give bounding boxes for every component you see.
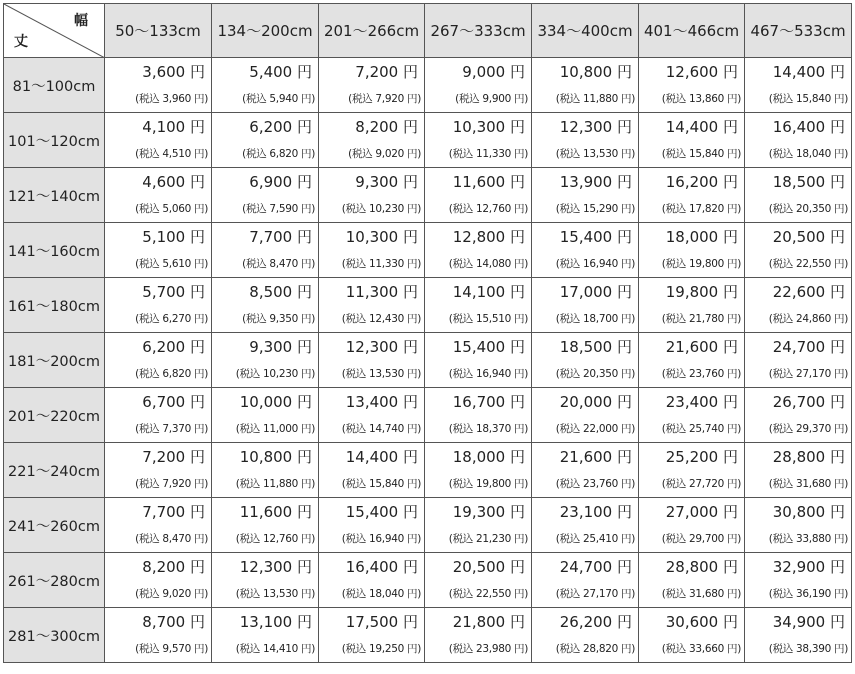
price-value: 18,500 円 [772,173,845,191]
price-value: 27,000 円 [665,503,738,521]
table-row [4,223,852,278]
price-value: 24,700 円 [559,558,632,576]
price-value: 14,400 円 [665,118,738,136]
price-value: 10,800 円 [559,63,632,81]
price-value: 12,300 円 [345,338,418,356]
price-tax-included: (税込 27,170 円) [768,368,848,380]
price-value: 18,000 円 [665,228,738,246]
price-value: 12,300 円 [559,118,632,136]
price-cell [639,223,745,278]
price-value: 10,000 円 [239,393,312,411]
table-row [4,333,852,388]
price-value: 30,800 円 [772,503,845,521]
price-value: 17,000 円 [559,283,632,301]
price-value: 11,600 円 [452,173,525,191]
price-cell [745,58,852,113]
price-value: 8,500 円 [249,283,312,301]
column-header: 134～200cm [212,4,319,58]
price-value: 17,500 円 [345,613,418,631]
price-tax-included: (税込 8,470 円) [242,258,315,270]
column-header: 334～400cm [532,4,639,58]
price-cell [745,608,852,663]
price-value: 3,600 円 [142,63,205,81]
price-value: 23,100 円 [559,503,632,521]
price-tax-included: (税込 11,880 円) [235,478,315,490]
price-tax-included: (税込 13,530 円) [555,148,635,160]
price-cell [212,498,319,553]
row-header: 261～280cm [4,553,105,608]
price-tax-included: (税込 36,190 円) [768,588,848,600]
row-header: 241～260cm [4,498,105,553]
price-table [3,3,852,663]
price-value: 7,200 円 [355,63,418,81]
price-cell [532,278,639,333]
price-cell [425,278,532,333]
price-tax-included: (税込 27,170 円) [555,588,635,600]
price-cell [212,333,319,388]
price-tax-included: (税込 19,800 円) [661,258,741,270]
price-tax-included: (税込 27,720 円) [661,478,741,490]
price-cell [639,278,745,333]
price-tax-included: (税込 25,410 円) [555,533,635,545]
price-value: 15,400 円 [559,228,632,246]
price-value: 19,800 円 [665,283,738,301]
price-cell [532,168,639,223]
price-value: 6,700 円 [142,393,205,411]
price-cell [105,113,212,168]
price-cell [212,168,319,223]
price-cell [532,553,639,608]
price-tax-included: (税込 7,370 円) [135,423,208,435]
price-cell [745,113,852,168]
price-cell [212,58,319,113]
price-tax-included: (税込 23,760 円) [555,478,635,490]
price-value: 6,900 円 [249,173,312,191]
price-tax-included: (税込 33,660 円) [661,643,741,655]
price-value: 21,800 円 [452,613,525,631]
row-header: 221～240cm [4,443,105,498]
price-tax-included: (税込 31,680 円) [661,588,741,600]
price-value: 10,300 円 [452,118,525,136]
price-value: 5,100 円 [142,228,205,246]
price-tax-included: (税込 33,880 円) [768,533,848,545]
price-value: 15,400 円 [452,338,525,356]
price-tax-included: (税込 10,230 円) [341,203,421,215]
price-cell [639,553,745,608]
price-value: 20,500 円 [452,558,525,576]
price-tax-included: (税込 24,860 円) [768,313,848,325]
price-value: 14,400 円 [772,63,845,81]
price-tax-included: (税込 15,510 円) [448,313,528,325]
price-value: 18,000 円 [452,448,525,466]
price-value: 12,800 円 [452,228,525,246]
price-cell [639,333,745,388]
price-tax-included: (税込 5,610 円) [135,258,208,270]
price-tax-included: (税込 15,840 円) [341,478,421,490]
price-value: 24,700 円 [772,338,845,356]
price-value: 26,700 円 [772,393,845,411]
price-value: 32,900 円 [772,558,845,576]
price-value: 16,400 円 [345,558,418,576]
price-cell [212,608,319,663]
price-cell [425,443,532,498]
price-tax-included: (税込 9,570 円) [135,643,208,655]
price-tax-included: (税込 6,820 円) [135,368,208,380]
price-tax-included: (税込 15,840 円) [768,93,848,105]
price-tax-included: (税込 15,290 円) [555,203,635,215]
price-tax-included: (税込 4,510 円) [135,148,208,160]
price-cell [745,553,852,608]
price-value: 5,400 円 [249,63,312,81]
row-header: 101～120cm [4,113,105,168]
price-cell [212,223,319,278]
price-cell [532,608,639,663]
price-cell [639,113,745,168]
price-cell [532,388,639,443]
column-header: 467～533cm [745,4,852,58]
price-cell [745,443,852,498]
price-tax-included: (税込 20,350 円) [768,203,848,215]
price-value: 30,600 円 [665,613,738,631]
price-cell [639,58,745,113]
column-header: 401～466cm [639,4,745,58]
price-value: 7,700 円 [142,503,205,521]
price-tax-included: (税込 5,060 円) [135,203,208,215]
price-tax-included: (税込 11,000 円) [235,423,315,435]
price-value: 14,400 円 [345,448,418,466]
price-tax-included: (税込 13,860 円) [661,93,741,105]
price-tax-included: (税込 31,680 円) [768,478,848,490]
price-value: 6,200 円 [249,118,312,136]
price-cell [639,388,745,443]
row-header: 141～160cm [4,223,105,278]
price-cell [105,168,212,223]
price-cell [319,553,425,608]
price-value: 13,100 円 [239,613,312,631]
price-cell [532,58,639,113]
price-tax-included: (税込 18,040 円) [768,148,848,160]
table-row [4,608,852,663]
header-row [4,4,852,58]
price-cell [105,553,212,608]
price-value: 10,300 円 [345,228,418,246]
table-row [4,278,852,333]
price-value: 5,700 円 [142,283,205,301]
row-header: 81～100cm [4,58,105,113]
table-row [4,498,852,553]
row-header: 281～300cm [4,608,105,663]
price-tax-included: (税込 16,940 円) [555,258,635,270]
width-axis-label: 幅 [74,13,88,29]
row-header: 201～220cm [4,388,105,443]
price-tax-included: (税込 22,550 円) [448,588,528,600]
price-tax-included: (税込 29,700 円) [661,533,741,545]
price-cell [425,113,532,168]
price-value: 11,300 円 [345,283,418,301]
price-value: 26,200 円 [559,613,632,631]
price-value: 18,500 円 [559,338,632,356]
price-cell [639,608,745,663]
price-cell [425,333,532,388]
price-tax-included: (税込 14,740 円) [341,423,421,435]
table-row [4,113,852,168]
price-tax-included: (税込 15,840 円) [661,148,741,160]
price-tax-included: (税込 11,880 円) [555,93,635,105]
price-value: 20,000 円 [559,393,632,411]
price-value: 28,800 円 [665,558,738,576]
price-tax-included: (税込 20,350 円) [555,368,635,380]
price-value: 15,400 円 [345,503,418,521]
price-cell [425,388,532,443]
price-tax-included: (税込 18,700 円) [555,313,635,325]
price-value: 25,200 円 [665,448,738,466]
price-tax-included: (税込 13,530 円) [341,368,421,380]
price-tax-included: (税込 7,590 円) [242,203,315,215]
price-tax-included: (税込 23,760 円) [661,368,741,380]
price-cell [639,498,745,553]
price-tax-included: (税込 22,550 円) [768,258,848,270]
price-cell [425,223,532,278]
row-header: 181～200cm [4,333,105,388]
price-cell [319,333,425,388]
price-cell [745,498,852,553]
price-tax-included: (税込 14,410 円) [235,643,315,655]
price-cell [745,223,852,278]
price-cell [532,443,639,498]
price-cell [105,388,212,443]
price-cell [319,113,425,168]
price-tax-included: (税込 11,330 円) [341,258,421,270]
price-value: 13,400 円 [345,393,418,411]
price-value: 9,000 円 [462,63,525,81]
price-value: 12,300 円 [239,558,312,576]
price-cell [532,223,639,278]
price-value: 13,900 円 [559,173,632,191]
price-tax-included: (税込 9,900 円) [455,93,528,105]
price-tax-included: (税込 38,390 円) [768,643,848,655]
table-row [4,168,852,223]
price-cell [105,223,212,278]
price-cell [212,388,319,443]
price-value: 8,700 円 [142,613,205,631]
price-value: 8,200 円 [355,118,418,136]
height-axis-label: 丈 [14,34,28,50]
price-value: 7,200 円 [142,448,205,466]
price-cell [532,498,639,553]
price-cell [319,223,425,278]
price-cell [105,58,212,113]
price-cell [105,498,212,553]
price-cell [105,608,212,663]
price-cell [425,608,532,663]
price-value: 16,400 円 [772,118,845,136]
price-tax-included: (税込 5,940 円) [242,93,315,105]
price-tax-included: (税込 7,920 円) [348,93,421,105]
table-row [4,553,852,608]
price-tax-included: (税込 18,040 円) [341,588,421,600]
price-cell [319,498,425,553]
price-value: 7,700 円 [249,228,312,246]
price-cell [745,388,852,443]
price-tax-included: (税込 25,740 円) [661,423,741,435]
price-cell [425,58,532,113]
price-value: 28,800 円 [772,448,845,466]
table-row [4,58,852,113]
price-cell [212,553,319,608]
price-tax-included: (税込 19,250 円) [341,643,421,655]
price-value: 23,400 円 [665,393,738,411]
price-tax-included: (税込 14,080 円) [448,258,528,270]
price-value: 14,100 円 [452,283,525,301]
table-body [4,58,852,663]
price-value: 4,600 円 [142,173,205,191]
price-tax-included: (税込 7,920 円) [135,478,208,490]
price-cell [745,333,852,388]
price-tax-included: (税込 23,980 円) [448,643,528,655]
price-cell [532,113,639,168]
price-cell [105,333,212,388]
price-value: 19,300 円 [452,503,525,521]
price-cell [212,113,319,168]
price-tax-included: (税込 18,370 円) [448,423,528,435]
price-cell [745,168,852,223]
price-tax-included: (税込 17,820 円) [661,203,741,215]
price-tax-included: (税込 3,960 円) [135,93,208,105]
column-header: 50～133cm [105,4,212,58]
price-tax-included: (税込 6,270 円) [135,313,208,325]
price-tax-included: (税込 10,230 円) [235,368,315,380]
price-cell [319,168,425,223]
price-cell [319,278,425,333]
price-value: 8,200 円 [142,558,205,576]
row-header: 121～140cm [4,168,105,223]
price-tax-included: (税込 9,350 円) [242,313,315,325]
price-tax-included: (税込 9,020 円) [348,148,421,160]
price-value: 9,300 円 [249,338,312,356]
price-cell [319,608,425,663]
price-cell [425,498,532,553]
price-tax-included: (税込 16,940 円) [341,533,421,545]
table-row [4,443,852,498]
price-value: 12,600 円 [665,63,738,81]
price-value: 20,500 円 [772,228,845,246]
column-header: 201～266cm [319,4,425,58]
price-tax-included: (税込 12,430 円) [341,313,421,325]
price-cell [212,443,319,498]
price-tax-included: (税込 13,530 円) [235,588,315,600]
price-cell [319,388,425,443]
price-cell [532,333,639,388]
row-header: 161～180cm [4,278,105,333]
price-tax-included: (税込 16,940 円) [448,368,528,380]
price-cell [319,443,425,498]
price-tax-included: (税込 29,370 円) [768,423,848,435]
price-tax-included: (税込 21,780 円) [661,313,741,325]
price-value: 22,600 円 [772,283,845,301]
price-value: 9,300 円 [355,173,418,191]
corner-cell [4,4,105,58]
price-tax-included: (税込 21,230 円) [448,533,528,545]
column-header: 267～333cm [425,4,532,58]
price-value: 11,600 円 [239,503,312,521]
price-value: 6,200 円 [142,338,205,356]
price-cell [425,168,532,223]
price-cell [425,553,532,608]
price-value: 34,900 円 [772,613,845,631]
price-tax-included: (税込 9,020 円) [135,588,208,600]
price-cell [105,278,212,333]
price-cell [745,278,852,333]
price-value: 10,800 円 [239,448,312,466]
price-value: 16,700 円 [452,393,525,411]
price-tax-included: (税込 28,820 円) [555,643,635,655]
price-tax-included: (税込 8,470 円) [135,533,208,545]
price-cell [639,168,745,223]
price-cell [639,443,745,498]
price-value: 21,600 円 [559,448,632,466]
price-value: 16,200 円 [665,173,738,191]
price-cell [105,443,212,498]
price-tax-included: (税込 12,760 円) [448,203,528,215]
price-value: 4,100 円 [142,118,205,136]
price-tax-included: (税込 6,820 円) [242,148,315,160]
price-value: 21,600 円 [665,338,738,356]
price-tax-included: (税込 11,330 円) [448,148,528,160]
price-tax-included: (税込 12,760 円) [235,533,315,545]
price-tax-included: (税込 22,000 円) [555,423,635,435]
price-cell [319,58,425,113]
table-row [4,388,852,443]
price-tax-included: (税込 19,800 円) [448,478,528,490]
price-cell [212,278,319,333]
